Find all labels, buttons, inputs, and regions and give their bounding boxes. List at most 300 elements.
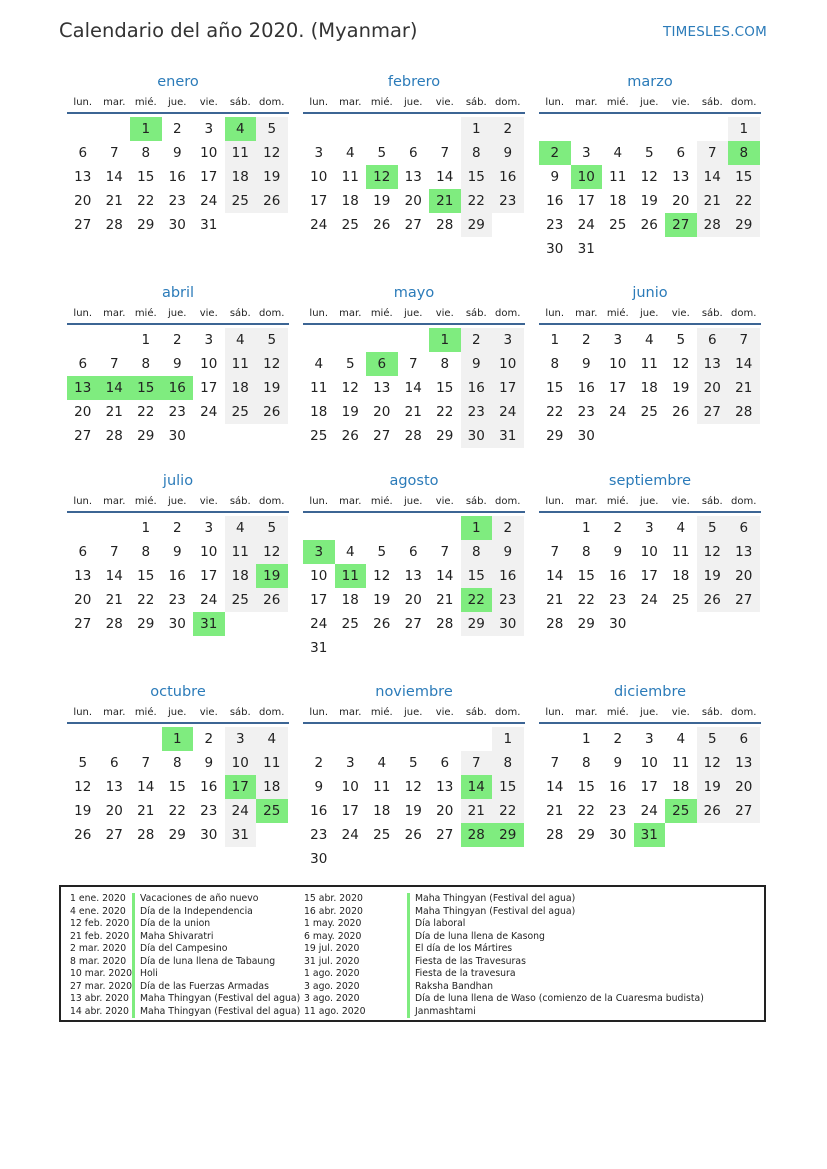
day-cell: 25 xyxy=(341,217,359,233)
day-grid xyxy=(67,516,289,636)
day-cell: 16 xyxy=(609,568,627,584)
day-cell: 18 xyxy=(256,775,288,799)
day-cell: 15 xyxy=(436,380,454,396)
day-grid xyxy=(67,727,289,847)
day-cell: 23 xyxy=(168,404,186,420)
day-cell: 8 xyxy=(492,751,524,775)
day-cell: 28 xyxy=(105,217,123,233)
weekday-label: lun. xyxy=(545,97,565,108)
day-cell: 25 xyxy=(609,217,627,233)
holiday-date: 14 abr. 2020 xyxy=(70,1005,129,1017)
weekday-label: jue. xyxy=(640,308,659,319)
day-cell: 11 xyxy=(672,544,690,560)
weekday-label: lun. xyxy=(309,496,329,507)
day-cell: 19 xyxy=(74,803,92,819)
month-name: febrero xyxy=(387,74,441,90)
day-cell: 18 xyxy=(341,193,359,209)
day-cell: 25 xyxy=(341,616,359,632)
day-cell: 20 xyxy=(74,404,92,420)
day-cell: 17 xyxy=(640,779,658,795)
day-cell: 20 xyxy=(728,775,760,799)
day-cell: 5 xyxy=(256,516,288,540)
month-octubre xyxy=(67,681,289,847)
day-cell: 14 xyxy=(404,380,422,396)
day-cell: 29 xyxy=(137,217,155,233)
weekday-label: sáb. xyxy=(229,308,251,319)
day-cell: 1 xyxy=(550,332,560,348)
weekday-label: mar. xyxy=(103,707,126,718)
weekday-label: lun. xyxy=(73,496,93,507)
day-cell: 14 xyxy=(436,568,454,584)
weekday-header xyxy=(539,703,761,724)
day-cell: 9 xyxy=(613,544,623,560)
day-cell: 24 xyxy=(200,193,218,209)
day-cell: 15 xyxy=(461,165,493,189)
holiday-day-cell: 12 xyxy=(366,165,398,189)
day-cell: 4 xyxy=(644,332,654,348)
holiday-day-cell: 25 xyxy=(665,799,697,823)
day-cell: 13 xyxy=(74,169,92,185)
weekday-label: dom. xyxy=(495,308,521,319)
day-cell: 23 xyxy=(609,592,627,608)
day-cell: 30 xyxy=(200,827,218,843)
day-cell: 29 xyxy=(546,428,564,444)
holiday-date: 4 ene. 2020 xyxy=(70,905,126,917)
day-cell: 8 xyxy=(141,356,151,372)
day-cell: 10 xyxy=(310,169,328,185)
empty-cell xyxy=(99,328,131,352)
day-cell: 30 xyxy=(310,851,328,867)
day-cell: 26 xyxy=(256,189,288,213)
day-cell: 30 xyxy=(168,616,186,632)
day-cell: 1 xyxy=(461,117,493,141)
holiday-day-cell: 13 xyxy=(67,376,99,400)
weekday-label: mié. xyxy=(370,97,393,108)
day-cell: 28 xyxy=(546,827,564,843)
holiday-day-cell: 11 xyxy=(335,564,367,588)
weekday-label: jue. xyxy=(168,707,187,718)
day-cell: 30 xyxy=(577,428,595,444)
day-cell: 23 xyxy=(168,592,186,608)
day-cell: 13 xyxy=(728,540,760,564)
day-cell: 11 xyxy=(225,141,257,165)
holiday-name: El día de los Mártires xyxy=(407,943,512,956)
day-cell: 6 xyxy=(78,356,88,372)
day-cell: 22 xyxy=(577,803,595,819)
day-cell: 6 xyxy=(676,145,686,161)
day-cell: 5 xyxy=(644,145,654,161)
day-cell: 6 xyxy=(408,145,418,161)
weekday-label: sáb. xyxy=(465,308,487,319)
day-cell: 16 xyxy=(461,376,493,400)
day-cell: 6 xyxy=(728,727,760,751)
holiday-date: 8 mar. 2020 xyxy=(70,955,127,967)
day-cell: 3 xyxy=(204,520,214,536)
day-cell: 15 xyxy=(546,380,564,396)
day-cell: 10 xyxy=(310,568,328,584)
day-cell: 30 xyxy=(168,217,186,233)
day-cell: 29 xyxy=(168,827,186,843)
weekday-label: vie. xyxy=(671,496,690,507)
empty-cell xyxy=(303,516,335,540)
holiday-day-cell: 1 xyxy=(162,727,194,751)
day-cell: 18 xyxy=(672,568,690,584)
day-cell: 27 xyxy=(74,428,92,444)
day-cell: 29 xyxy=(461,213,493,237)
day-cell: 29 xyxy=(436,428,454,444)
day-grid xyxy=(303,117,525,237)
day-cell: 12 xyxy=(672,356,690,372)
day-cell: 19 xyxy=(672,380,690,396)
empty-cell xyxy=(697,117,729,141)
holiday-day-cell: 14 xyxy=(99,376,131,400)
day-cell: 12 xyxy=(404,779,422,795)
day-cell: 10 xyxy=(341,779,359,795)
day-cell: 29 xyxy=(461,612,493,636)
day-cell: 10 xyxy=(225,751,257,775)
holiday-name: Raksha Bandhan xyxy=(407,981,493,994)
weekday-label: mar. xyxy=(339,496,362,507)
weekday-label: sáb. xyxy=(465,97,487,108)
weekday-label: dom. xyxy=(259,707,285,718)
day-cell: 24 xyxy=(310,217,328,233)
weekday-label: dom. xyxy=(259,308,285,319)
day-cell: 22 xyxy=(461,189,493,213)
weekday-label: dom. xyxy=(495,496,521,507)
weekday-label: mar. xyxy=(339,308,362,319)
day-cell: 18 xyxy=(310,404,328,420)
day-cell: 5 xyxy=(78,755,88,771)
day-cell: 23 xyxy=(310,827,328,843)
weekday-label: lun. xyxy=(545,707,565,718)
day-cell: 8 xyxy=(581,544,591,560)
day-cell: 24 xyxy=(200,404,218,420)
day-cell: 20 xyxy=(74,592,92,608)
month-abril xyxy=(67,282,289,448)
day-grid xyxy=(67,117,289,237)
day-cell: 26 xyxy=(373,217,391,233)
month-name: julio xyxy=(162,473,194,489)
weekday-label: dom. xyxy=(259,496,285,507)
weekday-header xyxy=(303,93,525,114)
day-cell: 26 xyxy=(672,404,690,420)
day-cell: 4 xyxy=(676,520,686,536)
holiday-name: Día de la Independencia xyxy=(132,906,253,919)
day-cell: 11 xyxy=(373,779,391,795)
holiday-day-cell: 6 xyxy=(366,352,398,376)
empty-cell xyxy=(303,328,335,352)
day-cell: 23 xyxy=(546,217,564,233)
day-cell: 3 xyxy=(204,121,214,137)
day-cell: 7 xyxy=(461,751,493,775)
day-cell: 7 xyxy=(408,356,418,372)
empty-cell xyxy=(67,516,99,540)
day-cell: 14 xyxy=(546,568,564,584)
day-cell: 15 xyxy=(728,165,760,189)
day-cell: 3 xyxy=(492,328,524,352)
holiday-date: 6 may. 2020 xyxy=(304,930,362,942)
holiday-name: Maha Shivaratri xyxy=(132,931,213,944)
day-cell: 18 xyxy=(341,592,359,608)
day-cell: 9 xyxy=(204,755,214,771)
holiday-day-cell: 31 xyxy=(634,823,666,847)
weekday-label: vie. xyxy=(435,707,454,718)
empty-cell xyxy=(429,117,461,141)
empty-cell xyxy=(303,727,335,751)
month-mayo xyxy=(303,282,525,448)
day-cell: 10 xyxy=(609,356,627,372)
day-cell: 21 xyxy=(105,404,123,420)
day-cell: 21 xyxy=(105,193,123,209)
weekday-header xyxy=(67,492,289,513)
month-junio xyxy=(539,282,761,448)
weekday-label: jue. xyxy=(640,97,659,108)
day-cell: 8 xyxy=(141,544,151,560)
weekday-label: mié. xyxy=(134,496,157,507)
day-cell: 30 xyxy=(461,424,493,448)
holiday-day-cell: 14 xyxy=(461,775,493,799)
holiday-name: Janmashtami xyxy=(407,1006,476,1019)
day-cell: 12 xyxy=(697,751,729,775)
day-cell: 2 xyxy=(492,117,524,141)
brand-link[interactable]: TIMESLES.COM xyxy=(663,24,767,40)
empty-cell xyxy=(398,117,430,141)
day-cell: 8 xyxy=(461,141,493,165)
day-cell: 10 xyxy=(640,755,658,771)
empty-cell xyxy=(99,516,131,540)
day-cell: 24 xyxy=(640,592,658,608)
day-cell: 13 xyxy=(105,779,123,795)
weekday-label: mié. xyxy=(606,97,629,108)
weekday-header xyxy=(303,304,525,325)
day-cell: 5 xyxy=(697,516,729,540)
day-cell: 11 xyxy=(225,352,257,376)
day-cell: 14 xyxy=(546,779,564,795)
weekday-label: vie. xyxy=(435,496,454,507)
day-cell: 19 xyxy=(697,775,729,799)
empty-cell xyxy=(602,117,634,141)
day-cell: 6 xyxy=(78,544,88,560)
holiday-date: 15 abr. 2020 xyxy=(304,893,363,904)
day-cell: 14 xyxy=(137,779,155,795)
day-cell: 6 xyxy=(728,516,760,540)
weekday-label: sáb. xyxy=(229,496,251,507)
day-cell: 27 xyxy=(697,400,729,424)
weekday-label: lun. xyxy=(309,308,329,319)
day-cell: 9 xyxy=(172,544,182,560)
day-cell: 27 xyxy=(74,616,92,632)
day-cell: 21 xyxy=(404,404,422,420)
day-cell: 2 xyxy=(172,520,182,536)
weekday-label: jue. xyxy=(404,496,423,507)
day-cell: 20 xyxy=(404,592,422,608)
holiday-day-cell: 31 xyxy=(193,612,225,636)
day-cell: 28 xyxy=(436,616,454,632)
weekday-label: vie. xyxy=(199,308,218,319)
day-cell: 24 xyxy=(492,400,524,424)
empty-cell xyxy=(429,516,461,540)
day-cell: 16 xyxy=(492,564,524,588)
empty-cell xyxy=(398,727,430,751)
empty-cell xyxy=(539,516,571,540)
day-cell: 17 xyxy=(200,380,218,396)
day-cell: 10 xyxy=(200,145,218,161)
day-cell: 7 xyxy=(440,145,450,161)
day-cell: 8 xyxy=(440,356,450,372)
holiday-day-cell: 8 xyxy=(728,141,760,165)
day-cell: 21 xyxy=(546,592,564,608)
month-enero xyxy=(67,71,289,237)
day-cell: 4 xyxy=(225,516,257,540)
day-cell: 24 xyxy=(640,803,658,819)
day-cell: 21 xyxy=(436,592,454,608)
empty-cell xyxy=(429,727,461,751)
day-cell: 31 xyxy=(310,640,328,656)
day-cell: 13 xyxy=(373,380,391,396)
empty-cell xyxy=(366,516,398,540)
day-cell: 23 xyxy=(168,193,186,209)
weekday-label: mié. xyxy=(370,707,393,718)
day-cell: 29 xyxy=(577,827,595,843)
day-cell: 14 xyxy=(105,169,123,185)
day-cell: 26 xyxy=(404,827,422,843)
day-cell: 3 xyxy=(225,727,257,751)
day-cell: 12 xyxy=(697,540,729,564)
empty-cell xyxy=(634,117,666,141)
day-cell: 17 xyxy=(492,376,524,400)
weekday-label: lun. xyxy=(73,97,93,108)
day-cell: 18 xyxy=(672,779,690,795)
holiday-name: Maha Thingyan (Festival del agua) xyxy=(132,1006,300,1019)
weekday-label: jue. xyxy=(168,97,187,108)
day-cell: 20 xyxy=(404,193,422,209)
holiday-date: 16 abr. 2020 xyxy=(304,905,363,917)
weekday-label: dom. xyxy=(259,97,285,108)
day-cell: 1 xyxy=(728,117,760,141)
holiday-day-cell: 25 xyxy=(256,799,288,823)
day-grid xyxy=(539,516,761,636)
day-cell: 31 xyxy=(200,217,218,233)
empty-cell xyxy=(539,727,571,751)
day-cell: 17 xyxy=(310,193,328,209)
day-cell: 13 xyxy=(74,568,92,584)
day-cell: 24 xyxy=(225,799,257,823)
holiday-date: 1 ago. 2020 xyxy=(304,968,360,979)
holiday-day-cell: 1 xyxy=(429,328,461,352)
day-cell: 17 xyxy=(200,169,218,185)
day-cell: 22 xyxy=(546,404,564,420)
empty-cell xyxy=(366,727,398,751)
day-cell: 19 xyxy=(373,193,391,209)
day-cell: 17 xyxy=(640,568,658,584)
day-cell: 18 xyxy=(225,564,257,588)
day-cell: 13 xyxy=(697,352,729,376)
day-cell: 19 xyxy=(640,193,658,209)
day-cell: 28 xyxy=(137,827,155,843)
day-cell: 13 xyxy=(672,169,690,185)
day-cell: 20 xyxy=(728,564,760,588)
holiday-day-cell: 19 xyxy=(256,564,288,588)
day-cell: 20 xyxy=(697,376,729,400)
day-cell: 4 xyxy=(676,731,686,747)
day-cell: 27 xyxy=(436,827,454,843)
holiday-name: Día del Campesino xyxy=(132,943,227,956)
day-cell: 3 xyxy=(581,145,591,161)
weekday-label: lun. xyxy=(309,97,329,108)
day-cell: 15 xyxy=(168,779,186,795)
day-cell: 5 xyxy=(697,727,729,751)
day-cell: 10 xyxy=(200,544,218,560)
day-cell: 9 xyxy=(461,352,493,376)
day-cell: 11 xyxy=(310,380,328,396)
day-cell: 8 xyxy=(581,755,591,771)
holiday-name: Día de las Fuerzas Armadas xyxy=(132,981,269,994)
day-cell: 23 xyxy=(609,803,627,819)
day-cell: 18 xyxy=(640,380,658,396)
day-cell: 11 xyxy=(256,751,288,775)
day-cell: 29 xyxy=(137,428,155,444)
day-cell: 28 xyxy=(436,217,454,233)
day-cell: 10 xyxy=(640,544,658,560)
holiday-day-cell: 16 xyxy=(162,376,194,400)
month-name: noviembre xyxy=(375,684,453,700)
day-cell: 5 xyxy=(408,755,418,771)
holiday-date: 12 feb. 2020 xyxy=(70,918,130,929)
day-cell: 2 xyxy=(581,332,591,348)
day-cell: 3 xyxy=(204,332,214,348)
holiday-name: Maha Thingyan (Festival del agua) xyxy=(132,993,300,1006)
weekday-label: vie. xyxy=(199,97,218,108)
weekday-label: dom. xyxy=(495,707,521,718)
holiday-date: 3 ago. 2020 xyxy=(304,980,360,992)
day-cell: 19 xyxy=(404,803,422,819)
day-cell: 5 xyxy=(377,544,387,560)
day-cell: 26 xyxy=(697,799,729,823)
holiday-day-cell: 10 xyxy=(571,165,603,189)
day-cell: 21 xyxy=(728,376,760,400)
empty-cell xyxy=(335,117,367,141)
day-cell: 30 xyxy=(609,616,627,632)
day-cell: 3 xyxy=(644,520,654,536)
day-cell: 12 xyxy=(373,568,391,584)
page-title: Calendario del año 2020. (Myanmar) xyxy=(59,19,418,42)
day-cell: 2 xyxy=(613,731,623,747)
day-cell: 12 xyxy=(74,779,92,795)
month-name: marzo xyxy=(627,74,673,90)
weekday-label: lun. xyxy=(73,707,93,718)
day-cell: 23 xyxy=(492,189,524,213)
day-cell: 20 xyxy=(373,404,391,420)
day-cell: 22 xyxy=(137,592,155,608)
day-cell: 30 xyxy=(168,428,186,444)
day-cell: 9 xyxy=(550,169,560,185)
holiday-date: 11 ago. 2020 xyxy=(304,1005,366,1017)
day-cell: 9 xyxy=(172,356,182,372)
holiday-name: Día de luna llena de Kasong xyxy=(407,931,545,944)
day-cell: 5 xyxy=(676,332,686,348)
empty-cell xyxy=(130,727,162,751)
day-cell: 7 xyxy=(440,544,450,560)
weekday-header xyxy=(67,703,289,724)
day-cell: 5 xyxy=(256,117,288,141)
day-cell: 26 xyxy=(640,217,658,233)
day-cell: 8 xyxy=(141,145,151,161)
day-grid xyxy=(539,328,761,448)
holiday-date: 10 mar. 2020 xyxy=(70,968,133,979)
day-cell: 27 xyxy=(728,588,760,612)
day-cell: 28 xyxy=(546,616,564,632)
weekday-label: lun. xyxy=(545,496,565,507)
